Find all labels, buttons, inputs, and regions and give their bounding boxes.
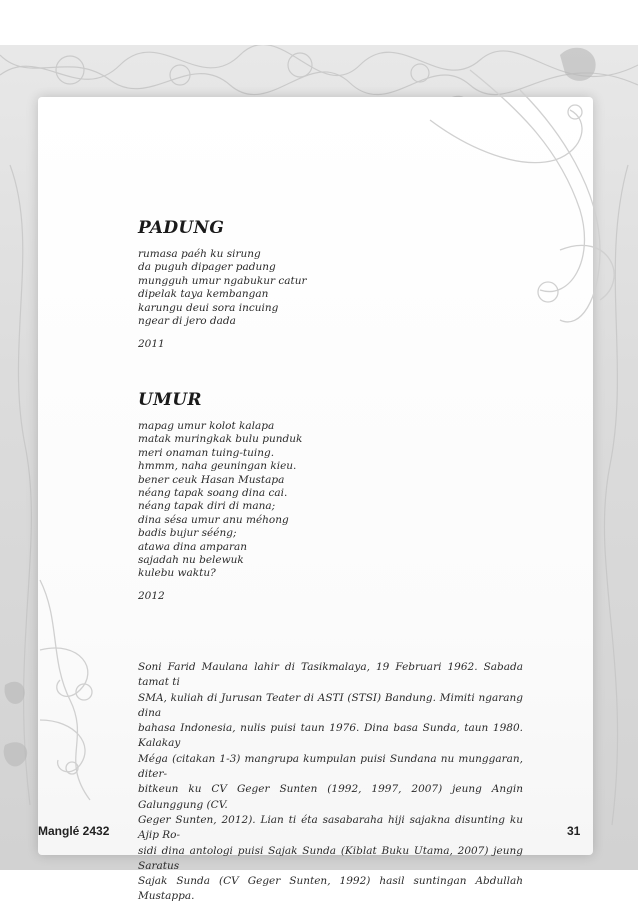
poem-year-padung: 2011: [138, 338, 165, 350]
poem-line: mapag umur kolot kalapa: [138, 420, 275, 432]
poem-year-umur: 2012: [138, 590, 165, 602]
poem-line: néang tapak soang dina cai.: [138, 487, 288, 500]
bio-line: Soni Farid Maulana lahir di Tasikmalaya, 19 Februari 1962. Sabada tamat ti: [138, 661, 523, 689]
poem-line: mungguh umur ngabukur catur: [138, 274, 307, 287]
poem-body-padung: [138, 248, 306, 328]
poem-title-padung: PADUNG: [138, 218, 225, 238]
poem-line: karungu deui sora incuing: [138, 301, 279, 314]
poem-line: meri onaman tuing-tuing.: [138, 446, 275, 459]
bio-line: Méga (citakan 1-3) mangrupa kumpulan puisi Sundana nu munggaran, diter-: [138, 752, 523, 781]
bio-line: bahasa Indonesia, nulis puisi taun 1976. Dina basa Sunda, taun 1980. Kalakay: [138, 722, 523, 750]
poem-line: da puguh dipager padung: [138, 261, 276, 274]
poem-line: dina sésa umur anu méhong: [138, 513, 289, 526]
poem-line: bener ceuk Hasan Mustapa: [138, 473, 285, 486]
magazine-issue-label: Manglé 2432: [38, 824, 110, 838]
poem-body-umur: [138, 420, 302, 581]
poem-title-umur: UMUR: [138, 390, 202, 410]
poem-line: badis bujur sééng;: [138, 527, 237, 540]
poem-line: néang tapak diri di mana;: [138, 500, 276, 513]
bio-line: sidi dina antologi puisi Sajak Sunda (Kiblat Buku Utama, 2007) jeung Saratus: [138, 844, 523, 872]
bio-line: bitkeun ku CV Geger Sunten (1992, 1997, 2007) jeung Angin Galunggung (CV.: [138, 783, 523, 811]
poem-line: kulebu waktu?: [138, 567, 216, 580]
poem-line: dipelak taya kembangan: [138, 288, 269, 301]
poem-line: atawa dina amparan: [138, 540, 248, 553]
poem-line: rumasa paéh ku sirung: [138, 248, 261, 260]
poem-line: matak muringkak bulu punduk: [138, 433, 303, 446]
bio-line: Geger Sunten, 2012). Lian ti éta sasabaraha hiji sajakna disunting ku Ajip Ro-: [138, 813, 523, 842]
poem-line: hmmm, naha geuningan kieu.: [138, 460, 297, 473]
author-bio: [138, 660, 523, 905]
poem-line: ngear di jero dada: [138, 315, 236, 328]
bio-line: SMA, kuliah di Jurusan Teater di ASTI (STSI) Bandung. Mimiti ngarang dina: [138, 691, 523, 719]
poem-line: sajadah nu belewuk: [138, 554, 244, 567]
page-number: 31: [567, 824, 581, 838]
bio-line: Sajak Sunda (CV Geger Sunten, 1992) hasil suntingan Abdullah Mustappa.: [138, 875, 523, 903]
